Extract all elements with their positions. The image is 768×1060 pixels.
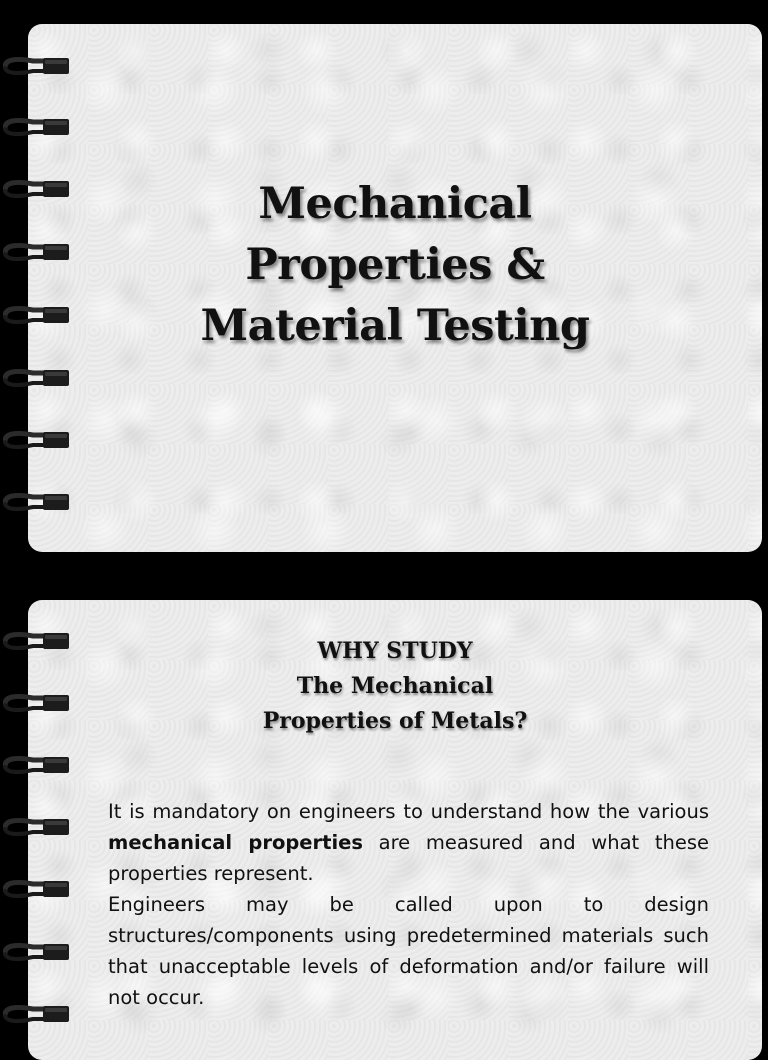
spiral-binding-ring-icon: [3, 491, 71, 513]
spiral-binding-ring-icon: [3, 241, 71, 263]
content-slide: [28, 600, 762, 1060]
body-paragraph-1: [108, 796, 709, 889]
slide-title-line-1: Mechanical: [258, 179, 532, 229]
body-paragraph-1-bold: mechanical properties: [108, 831, 363, 854]
spiral-binding-ring-icon: [3, 1003, 71, 1025]
body-paragraph-2: Engineers may be called upon to design structures/components using predetermined materials such that unacceptable levels of deformation and/or failure will not occur.: [108, 893, 709, 1009]
title-slide: [28, 24, 762, 552]
body-paragraph-1-start: It is mandatory on engineers to understand how the various: [108, 800, 709, 823]
slide-heading-line-2: The Mechanical: [296, 673, 494, 699]
slide-heading: [28, 634, 762, 739]
spiral-binding-ring-icon: [3, 816, 71, 838]
spiral-binding-ring-icon: [3, 692, 71, 714]
slide-body: [108, 796, 709, 1013]
slide-heading-line-3: Properties of Metals?: [262, 708, 528, 734]
spiral-binding-ring-icon: [3, 367, 71, 389]
slide-title: [28, 174, 762, 357]
spiral-binding-ring-icon: [3, 878, 71, 900]
spiral-binding-ring-icon: [3, 630, 71, 652]
spiral-binding-ring-icon: [3, 116, 71, 138]
body-paragraph-1-end: are measured and what these properties represent.: [108, 831, 710, 885]
spiral-binding-ring-icon: [3, 178, 71, 200]
slide-title-line-2: Properties &: [245, 240, 545, 290]
slide-heading-line-1: WHY STUDY: [317, 638, 473, 664]
spiral-binding-ring-icon: [3, 304, 71, 326]
slide-title-line-3: Material Testing: [200, 301, 590, 351]
spiral-binding-ring-icon: [3, 941, 71, 963]
spiral-binding-ring-icon: [3, 55, 71, 77]
spiral-binding-ring-icon: [3, 754, 71, 776]
spiral-binding-ring-icon: [3, 429, 71, 451]
